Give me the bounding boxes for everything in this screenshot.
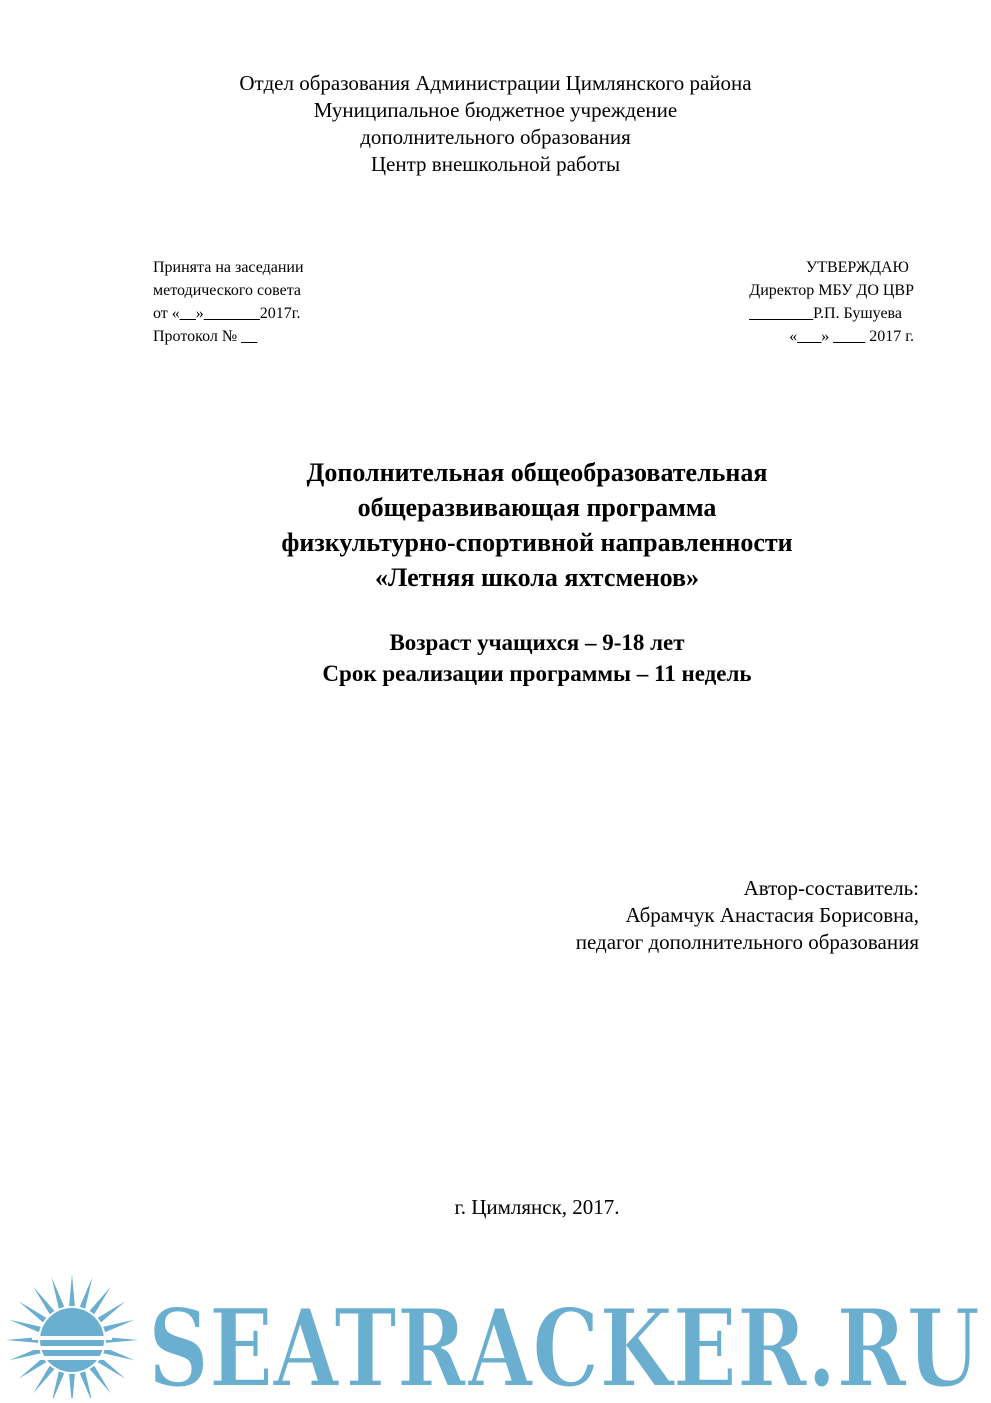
program-term: Срок реализации программы – 11 недель [322,661,752,686]
title-line-2: общеразвивающая программа [357,493,717,522]
approval-date-year: 2017 г. [865,328,914,345]
date-day-blank: __ [179,305,196,322]
title-line-1: Дополнительная общеобразовательная [306,458,768,487]
sun-ray [90,1366,111,1394]
date-month-blank: _______ [203,305,260,322]
sun-ray [98,1301,126,1322]
sun-ray [90,1287,111,1315]
program-title [0,455,991,595]
sun-ray [80,1277,93,1308]
protocol-label: Протокол № [153,328,242,345]
sun-horizon-stripe [32,1336,112,1340]
director-name: Р.П. Бушуева [813,305,902,322]
approve-heading: УТВЕРЖДАЮ [805,259,909,276]
sun-ray [69,1274,75,1306]
sun-ray [52,1371,65,1398]
header-line-3: дополнительного образования [360,125,631,149]
adopted-line-4 [153,325,304,348]
header-line-1: Отдел образования Администрации Цимлянского района [239,71,752,95]
adopted-line-2: методического совета [153,282,301,299]
protocol-number-blank: __ [241,328,258,345]
sun-ray [98,1358,126,1379]
title-line-3: физкультурно-спортивной направленности [281,528,793,557]
sun-ray [103,1320,134,1333]
director-title: Директор МБУ ДО ЦВР [749,282,914,299]
author-position: педагог дополнительного образования [575,930,919,954]
adopted-block [153,256,304,348]
approval-date-line [749,325,914,348]
organization-header [0,70,991,178]
seatracker-watermark [0,1248,991,1398]
place-and-year: г. Цимлянск, 2017. [454,1195,620,1219]
author-block [576,875,919,956]
sun-ray [69,1374,75,1398]
header-line-4: Центр внешкольной работы [370,152,621,176]
sun-ray [19,1358,47,1379]
approval-date-open-quote: « [789,328,798,345]
sun-ray [33,1287,54,1315]
author-name: Абрамчук Анастасия Борисовна, [625,903,919,927]
student-age: Возраст учащихся – 9-18 лет [389,630,685,655]
adopted-line-3 [153,302,304,325]
approval-block [749,256,914,348]
approval-date-close-quote: » [821,328,834,345]
approval-date-month-blank: ____ [833,328,866,345]
header-line-2: Муниципальное бюджетное учреждение [313,98,678,122]
title-line-4: «Летняя школа яхтсменов» [374,563,700,592]
director-signature-line [749,302,914,325]
sun-icon [6,1274,138,1398]
sun-horizon-stripe [32,1346,112,1350]
sun-ray [52,1277,65,1308]
sun-ray [33,1366,54,1394]
program-details [0,627,991,689]
approval-date-day-blank: ___ [797,328,822,345]
sun-horizon-stripe [32,1356,112,1360]
date-year: 2017г. [259,305,301,322]
sun-ray [80,1371,93,1398]
author-label: Автор-составитель: [743,876,919,900]
date-open-quote: от « [153,305,180,322]
sun-ray [19,1301,47,1322]
date-close-quote: » [195,305,204,322]
watermark-text: SEATRACKER.RU [148,1286,980,1398]
adopted-line-1: Принята на заседании [153,259,304,276]
sun-ray [9,1320,40,1333]
signature-blank: ________ [749,305,814,322]
